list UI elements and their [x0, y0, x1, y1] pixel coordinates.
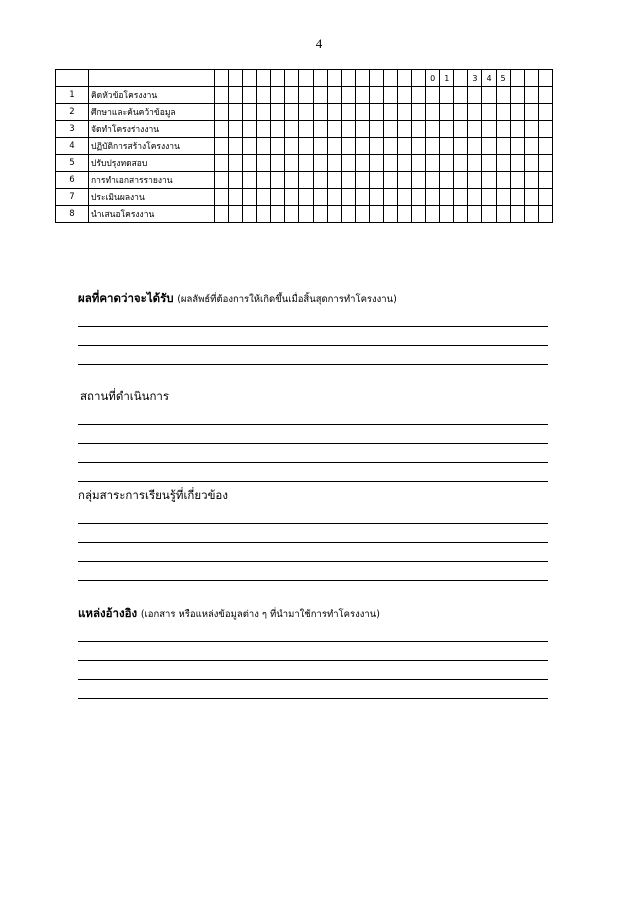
schedule-cell[interactable] [468, 172, 482, 189]
schedule-cell[interactable] [243, 172, 257, 189]
row-step: ประเมินผลงาน [89, 189, 215, 206]
schedule-cell[interactable] [313, 155, 327, 172]
expected-results-section [78, 288, 548, 365]
schedule-cell[interactable] [285, 189, 299, 206]
schedule-cell[interactable] [383, 121, 397, 138]
table-row [56, 172, 553, 189]
schedule-cell[interactable] [538, 155, 552, 172]
schedule-cell[interactable] [454, 206, 468, 223]
schedule-cell[interactable] [285, 138, 299, 155]
schedule-cell[interactable] [510, 155, 524, 172]
schedule-cell[interactable] [524, 87, 538, 104]
schedule-cell[interactable] [215, 206, 229, 223]
table-row [56, 87, 553, 104]
schedule-cell[interactable] [355, 121, 369, 138]
schedule-cell[interactable] [398, 138, 412, 155]
schedule-cell[interactable] [454, 104, 468, 121]
schedule-cell[interactable] [398, 104, 412, 121]
schedule-cell[interactable] [440, 138, 454, 155]
schedule-cell[interactable] [510, 104, 524, 121]
schedule-cell[interactable] [215, 104, 229, 121]
schedule-cell[interactable] [229, 172, 243, 189]
references-note: (เอกสาร หรือแหล่งข้อมูลต่าง ๆ ที่นำมาใช้การทำโครงงาน) [140, 609, 380, 620]
schedule-cell[interactable] [468, 87, 482, 104]
header-cell: 0 [426, 70, 440, 87]
references-section [78, 603, 548, 699]
schedule-cell[interactable] [412, 155, 426, 172]
schedule-cell[interactable] [313, 189, 327, 206]
schedule-cell[interactable] [369, 121, 383, 138]
header-cell [412, 70, 426, 87]
header-cell [313, 70, 327, 87]
schedule-cell[interactable] [398, 121, 412, 138]
schedule-cell[interactable] [524, 121, 538, 138]
schedule-cell[interactable] [271, 121, 285, 138]
schedule-cell[interactable] [355, 206, 369, 223]
learning-area-heading [78, 485, 548, 505]
schedule-cell[interactable] [271, 87, 285, 104]
schedule-cell[interactable] [313, 104, 327, 121]
schedule-cell[interactable] [355, 189, 369, 206]
schedule-cell[interactable] [299, 206, 313, 223]
header-cell: 4 [482, 70, 496, 87]
writing-line[interactable] [78, 346, 548, 365]
schedule-cell[interactable] [299, 155, 313, 172]
row-number: 4 [56, 138, 89, 155]
writing-line[interactable] [78, 327, 548, 346]
schedule-cell[interactable] [271, 172, 285, 189]
schedule-cell[interactable] [355, 104, 369, 121]
schedule-cell[interactable] [468, 138, 482, 155]
schedule-cell[interactable] [383, 138, 397, 155]
schedule-cell[interactable] [215, 172, 229, 189]
schedule-cell[interactable] [313, 138, 327, 155]
schedule-cell[interactable] [257, 87, 271, 104]
schedule-cell[interactable] [341, 104, 355, 121]
schedule-cell[interactable] [257, 206, 271, 223]
row-step: ปฏิบัติการสร้างโครงงาน [89, 138, 215, 155]
writing-line[interactable] [78, 562, 548, 581]
references-heading [78, 603, 548, 623]
schedule-cell[interactable] [398, 206, 412, 223]
schedule-cell[interactable] [468, 206, 482, 223]
schedule-cell[interactable] [299, 189, 313, 206]
schedule-cell[interactable] [257, 189, 271, 206]
header-cell [524, 70, 538, 87]
header-cell [299, 70, 313, 87]
schedule-cell[interactable] [243, 104, 257, 121]
schedule-cell[interactable] [454, 172, 468, 189]
schedule-cell[interactable] [538, 121, 552, 138]
schedule-cell[interactable] [538, 206, 552, 223]
schedule-cell[interactable] [482, 172, 496, 189]
schedule-cell[interactable] [524, 172, 538, 189]
schedule-cell[interactable] [257, 104, 271, 121]
writing-line[interactable] [78, 661, 548, 680]
schedule-cell[interactable] [313, 87, 327, 104]
header-cell: 5 [496, 70, 510, 87]
schedule-cell[interactable] [229, 189, 243, 206]
header-cell [285, 70, 299, 87]
location-title: สถานที่ดำเนินการ [80, 389, 170, 403]
row-step: ปรับปรุงทดสอบ [89, 155, 215, 172]
schedule-cell[interactable] [440, 104, 454, 121]
row-step: นำเสนอโครงงาน [89, 206, 215, 223]
schedule-cell[interactable] [482, 138, 496, 155]
row-number: 5 [56, 155, 89, 172]
header-cell [56, 70, 89, 87]
header-cell [454, 70, 468, 87]
schedule-cell[interactable] [257, 172, 271, 189]
row-number: 6 [56, 172, 89, 189]
schedule-cell[interactable] [383, 172, 397, 189]
schedule-cell[interactable] [538, 172, 552, 189]
schedule-cell[interactable] [285, 206, 299, 223]
schedule-cell[interactable] [440, 206, 454, 223]
schedule-cell[interactable] [341, 206, 355, 223]
schedule-cell[interactable] [369, 87, 383, 104]
schedule-cell[interactable] [510, 138, 524, 155]
schedule-cell[interactable] [355, 172, 369, 189]
schedule-cell[interactable] [383, 87, 397, 104]
schedule-cell[interactable] [341, 189, 355, 206]
writing-line[interactable] [78, 642, 548, 661]
schedule-cell[interactable] [369, 189, 383, 206]
writing-line[interactable] [78, 308, 548, 327]
schedule-cell[interactable] [510, 87, 524, 104]
schedule-cell[interactable] [510, 189, 524, 206]
schedule-cell[interactable] [327, 138, 341, 155]
schedule-cell[interactable] [426, 206, 440, 223]
schedule-cell[interactable] [215, 189, 229, 206]
schedule-cell[interactable] [313, 206, 327, 223]
schedule-cell[interactable] [355, 155, 369, 172]
schedule-cell[interactable] [398, 155, 412, 172]
schedule-cell[interactable] [341, 138, 355, 155]
schedule-cell[interactable] [285, 87, 299, 104]
schedule-cell[interactable] [229, 87, 243, 104]
header-cell [355, 70, 369, 87]
schedule-cell[interactable] [215, 155, 229, 172]
schedule-cell[interactable] [454, 87, 468, 104]
schedule-table-body [56, 70, 553, 223]
schedule-cell[interactable] [215, 138, 229, 155]
expected-results-title: ผลที่คาดว่าจะได้รับ [78, 291, 174, 305]
schedule-cell[interactable] [412, 121, 426, 138]
header-cell [89, 70, 215, 87]
schedule-cell[interactable] [426, 155, 440, 172]
schedule-cell[interactable] [398, 87, 412, 104]
header-cell [229, 70, 243, 87]
writing-line[interactable] [78, 505, 548, 524]
schedule-cell[interactable] [271, 104, 285, 121]
schedule-cell[interactable] [398, 172, 412, 189]
schedule-cell[interactable] [454, 138, 468, 155]
writing-line[interactable] [78, 623, 548, 642]
schedule-cell[interactable] [454, 155, 468, 172]
schedule-cell[interactable] [215, 87, 229, 104]
header-cell [383, 70, 397, 87]
schedule-cell[interactable] [341, 155, 355, 172]
schedule-cell[interactable] [327, 206, 341, 223]
schedule-cell[interactable] [412, 189, 426, 206]
schedule-cell[interactable] [440, 189, 454, 206]
schedule-cell[interactable] [243, 189, 257, 206]
writing-line[interactable] [78, 543, 548, 562]
schedule-cell[interactable] [229, 206, 243, 223]
schedule-cell[interactable] [257, 121, 271, 138]
schedule-cell[interactable] [341, 172, 355, 189]
writing-line[interactable] [78, 425, 548, 444]
page-number: 4 [315, 36, 323, 51]
schedule-cell[interactable] [412, 87, 426, 104]
schedule-cell[interactable] [398, 189, 412, 206]
row-number: 7 [56, 189, 89, 206]
table-row [56, 104, 553, 121]
schedule-cell[interactable] [285, 155, 299, 172]
schedule-cell[interactable] [369, 172, 383, 189]
table-row [56, 121, 553, 138]
expected-results-heading [78, 288, 548, 308]
schedule-cell[interactable] [524, 104, 538, 121]
schedule-cell[interactable] [538, 87, 552, 104]
schedule-cell[interactable] [285, 172, 299, 189]
writing-line[interactable] [78, 463, 548, 482]
schedule-cell[interactable] [496, 189, 510, 206]
schedule-cell[interactable] [271, 206, 285, 223]
schedule-cell[interactable] [510, 121, 524, 138]
writing-line[interactable] [78, 680, 548, 699]
references-title: แหล่งอ้างอิง [78, 606, 138, 620]
schedule-cell[interactable] [426, 138, 440, 155]
schedule-cell[interactable] [299, 87, 313, 104]
schedule-cell[interactable] [327, 87, 341, 104]
schedule-cell[interactable] [341, 87, 355, 104]
schedule-cell[interactable] [412, 138, 426, 155]
row-step: คิดหัวข้อโครงงาน [89, 87, 215, 104]
expected-results-note: (ผลลัพธ์ที่ต้องการให้เกิดขึ้นเมื่อสิ้นสุดการทำโครงงาน) [177, 294, 397, 305]
schedule-cell[interactable] [243, 206, 257, 223]
schedule-cell[interactable] [510, 172, 524, 189]
schedule-cell[interactable] [468, 155, 482, 172]
row-number: 2 [56, 104, 89, 121]
table-row [56, 189, 553, 206]
schedule-cell[interactable] [412, 104, 426, 121]
schedule-cell[interactable] [383, 104, 397, 121]
schedule-cell[interactable] [215, 121, 229, 138]
schedule-cell[interactable] [496, 172, 510, 189]
writing-line[interactable] [78, 444, 548, 463]
schedule-cell[interactable] [383, 206, 397, 223]
table-row [56, 206, 553, 223]
schedule-cell[interactable] [229, 121, 243, 138]
table-row [56, 138, 553, 155]
schedule-cell[interactable] [524, 206, 538, 223]
schedule-cell[interactable] [271, 138, 285, 155]
schedule-cell[interactable] [482, 155, 496, 172]
schedule-cell[interactable] [482, 189, 496, 206]
row-number: 8 [56, 206, 89, 223]
schedule-cell[interactable] [440, 172, 454, 189]
schedule-cell[interactable] [271, 189, 285, 206]
schedule-cell[interactable] [257, 138, 271, 155]
schedule-cell[interactable] [355, 87, 369, 104]
row-step: ศึกษาและค้นคว้าข้อมูล [89, 104, 215, 121]
schedule-cell[interactable] [412, 206, 426, 223]
schedule-cell[interactable] [327, 155, 341, 172]
schedule-cell[interactable] [482, 206, 496, 223]
header-cell [257, 70, 271, 87]
schedule-cell[interactable] [538, 138, 552, 155]
schedule-cell[interactable] [271, 155, 285, 172]
schedule-cell[interactable] [496, 121, 510, 138]
schedule-cell[interactable] [355, 138, 369, 155]
schedule-cell[interactable] [482, 121, 496, 138]
header-cell [398, 70, 412, 87]
schedule-cell[interactable] [524, 138, 538, 155]
row-step: การทำเอกสารรายงาน [89, 172, 215, 189]
schedule-cell[interactable] [426, 172, 440, 189]
schedule-cell[interactable] [468, 189, 482, 206]
schedule-cell[interactable] [369, 155, 383, 172]
schedule-table [55, 69, 553, 223]
location-heading [78, 386, 548, 406]
header-cell [271, 70, 285, 87]
schedule-cell[interactable] [383, 189, 397, 206]
learning-area-title: กลุ่มสาระการเรียนรู้ที่เกี่ยวข้อง [78, 488, 228, 502]
header-cell: 1 [440, 70, 454, 87]
schedule-cell[interactable] [327, 104, 341, 121]
schedule-cell[interactable] [496, 87, 510, 104]
schedule-cell[interactable] [327, 121, 341, 138]
row-step: จัดทำโครงร่างงาน [89, 121, 215, 138]
schedule-cell[interactable] [313, 121, 327, 138]
schedule-cell[interactable] [327, 172, 341, 189]
header-cell [510, 70, 524, 87]
schedule-cell[interactable] [299, 172, 313, 189]
schedule-cell[interactable] [229, 104, 243, 121]
header-cell: 3 [468, 70, 482, 87]
schedule-cell[interactable] [285, 104, 299, 121]
schedule-cell[interactable] [468, 104, 482, 121]
schedule-cell[interactable] [538, 104, 552, 121]
schedule-cell[interactable] [496, 155, 510, 172]
schedule-cell[interactable] [440, 121, 454, 138]
schedule-cell[interactable] [426, 104, 440, 121]
schedule-cell[interactable] [454, 121, 468, 138]
header-cell [538, 70, 552, 87]
schedule-cell[interactable] [327, 189, 341, 206]
header-cell [243, 70, 257, 87]
schedule-cell[interactable] [440, 87, 454, 104]
schedule-cell[interactable] [383, 155, 397, 172]
schedule-cell[interactable] [369, 104, 383, 121]
schedule-cell[interactable] [243, 87, 257, 104]
schedule-cell[interactable] [426, 189, 440, 206]
schedule-cell[interactable] [524, 155, 538, 172]
schedule-cell[interactable] [482, 104, 496, 121]
learning-area-section [78, 485, 548, 581]
table-header-row [56, 70, 553, 87]
schedule-cell[interactable] [426, 121, 440, 138]
schedule-cell[interactable] [454, 189, 468, 206]
schedule-cell[interactable] [299, 121, 313, 138]
schedule-cell[interactable] [229, 155, 243, 172]
writing-line[interactable] [78, 524, 548, 543]
header-cell [341, 70, 355, 87]
row-number: 3 [56, 121, 89, 138]
schedule-cell[interactable] [426, 87, 440, 104]
schedule-cell[interactable] [299, 104, 313, 121]
table-row [56, 155, 553, 172]
header-cell [327, 70, 341, 87]
schedule-cell[interactable] [243, 138, 257, 155]
schedule-cell[interactable] [369, 138, 383, 155]
schedule-cell[interactable] [482, 87, 496, 104]
schedule-cell[interactable] [257, 155, 271, 172]
writing-line[interactable] [78, 406, 548, 425]
schedule-cell[interactable] [524, 189, 538, 206]
schedule-cell[interactable] [369, 206, 383, 223]
schedule-cell[interactable] [468, 121, 482, 138]
schedule-cell[interactable] [412, 172, 426, 189]
schedule-cell[interactable] [313, 172, 327, 189]
schedule-cell[interactable] [496, 206, 510, 223]
schedule-cell[interactable] [285, 121, 299, 138]
schedule-cell[interactable] [510, 206, 524, 223]
schedule-cell[interactable] [299, 138, 313, 155]
schedule-cell[interactable] [341, 121, 355, 138]
header-cell [369, 70, 383, 87]
schedule-cell[interactable] [243, 155, 257, 172]
schedule-cell[interactable] [243, 121, 257, 138]
schedule-cell[interactable] [229, 138, 243, 155]
schedule-cell[interactable] [538, 189, 552, 206]
header-cell [215, 70, 229, 87]
schedule-cell[interactable] [496, 138, 510, 155]
schedule-cell[interactable] [440, 155, 454, 172]
row-number: 1 [56, 87, 89, 104]
schedule-cell[interactable] [496, 104, 510, 121]
location-section [78, 386, 548, 482]
